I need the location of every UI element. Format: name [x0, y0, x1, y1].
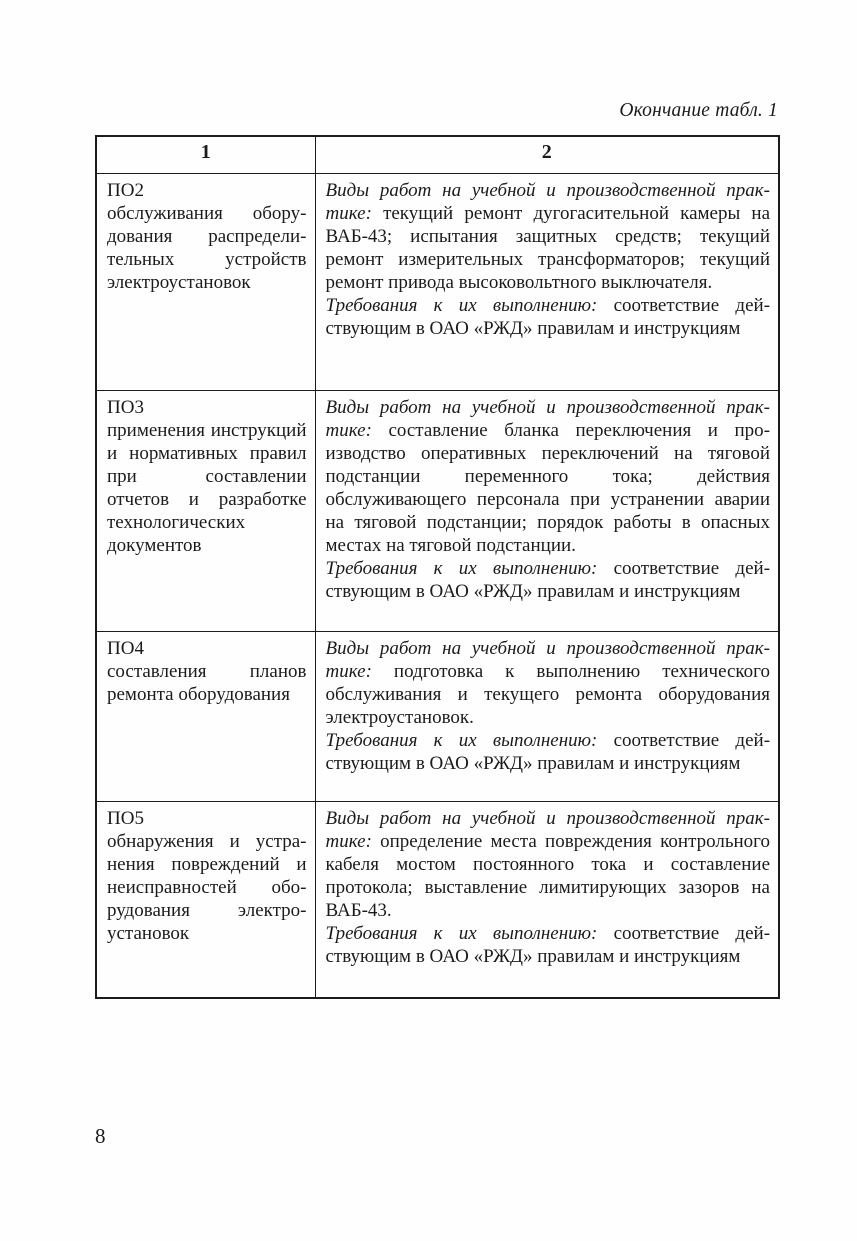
- competency-code: ПО4: [107, 637, 144, 659]
- requirements-paragraph: [326, 922, 771, 968]
- details-cell: [315, 631, 779, 801]
- requirements-label: Требования к их выполнению:: [325, 729, 598, 751]
- work-types-paragraph: [326, 179, 771, 294]
- requirements-paragraph: [326, 729, 771, 775]
- work-types-label: Виды работ на учебной и производственной практике:: [325, 807, 770, 852]
- table-header: [96, 136, 779, 173]
- requirements-text: соответствие действующим в ОАО «РЖД» правилам и инструкциям: [325, 557, 771, 602]
- table-row: [96, 801, 779, 998]
- competency-cell: [96, 390, 315, 631]
- competency-code: ПО5: [107, 807, 144, 829]
- table-row: [96, 173, 779, 390]
- work-types-label: Виды работ на учебной и производственной практике:: [325, 637, 770, 682]
- requirements-text: соответствие действующим в ОАО «РЖД» правилам и инструкциям: [325, 922, 771, 967]
- work-types-paragraph: [326, 637, 771, 729]
- competency-code: ПО2: [107, 179, 144, 201]
- requirements-text: соответствие действующим в ОАО «РЖД» правилам и инструкциям: [325, 729, 771, 774]
- column-header-1: 1: [96, 136, 315, 173]
- competency-cell: [96, 173, 315, 390]
- competency-description: обнаружения и устранения повреждений и неисправностей оборудования электроустановок: [107, 830, 307, 944]
- work-types-text: составление бланка переключения и производство оперативных переключений на тяговой подстанции переменного тока; действия обслуживающего персонала при устранении аварии на тяговой подстанции; порядок работы в опасных местах на тяговой подстанции.: [325, 419, 771, 556]
- work-types-text: подготовка к выполнению технического обслуживания и текущего ремонта оборудования электроустановок.: [325, 660, 771, 728]
- requirements-label: Требования к их выполнению:: [325, 294, 598, 316]
- requirements-paragraph: [326, 294, 771, 340]
- column-header-2: 2: [315, 136, 779, 173]
- details-cell: [315, 801, 779, 998]
- work-types-text: определение места повреждения контрольного кабеля мостом постоянного тока и составление протокола; выставление лимитирующих зазоров на ВАБ-43.: [325, 830, 771, 921]
- work-types-text: текущий ремонт дугогасительной камеры на ВАБ-43; испытания защитных средств; текущий ремонт измерительных трансформаторов; текущий ремонт привода высоковольтного выключателя.: [325, 202, 770, 293]
- competency-cell: [96, 631, 315, 801]
- competency-description: обслуживания оборудования распределительных устройств электроустановок: [107, 202, 307, 293]
- competency-cell: [96, 801, 315, 998]
- requirements-label: Требования к их выполнению:: [325, 557, 598, 579]
- work-types-paragraph: [326, 396, 771, 557]
- requirements-label: Требования к их выполнению:: [325, 922, 598, 944]
- requirements-paragraph: [326, 557, 771, 603]
- table-continuation-caption: Окончание табл. 1: [619, 100, 778, 121]
- work-types-paragraph: [326, 807, 771, 922]
- details-cell: [315, 173, 779, 390]
- table-row: [96, 390, 779, 631]
- work-types-label: Виды работ на учебной и производственной практике:: [325, 179, 770, 224]
- competency-table: [95, 135, 780, 999]
- work-types-label: Виды работ на учебной и производственной практике:: [325, 396, 770, 441]
- requirements-text: соответствие действующим в ОАО «РЖД» правилам и инструкциям: [325, 294, 771, 339]
- competency-description: применения инструкций и нормативных правил при составлении отчетов и разработке технологических документов: [107, 419, 307, 556]
- competency-description: составления планов ремонта оборудования: [107, 660, 307, 705]
- table-row: [96, 631, 779, 801]
- page-number: 8: [95, 1124, 106, 1148]
- details-cell: [315, 390, 779, 631]
- competency-code: ПО3: [107, 396, 144, 418]
